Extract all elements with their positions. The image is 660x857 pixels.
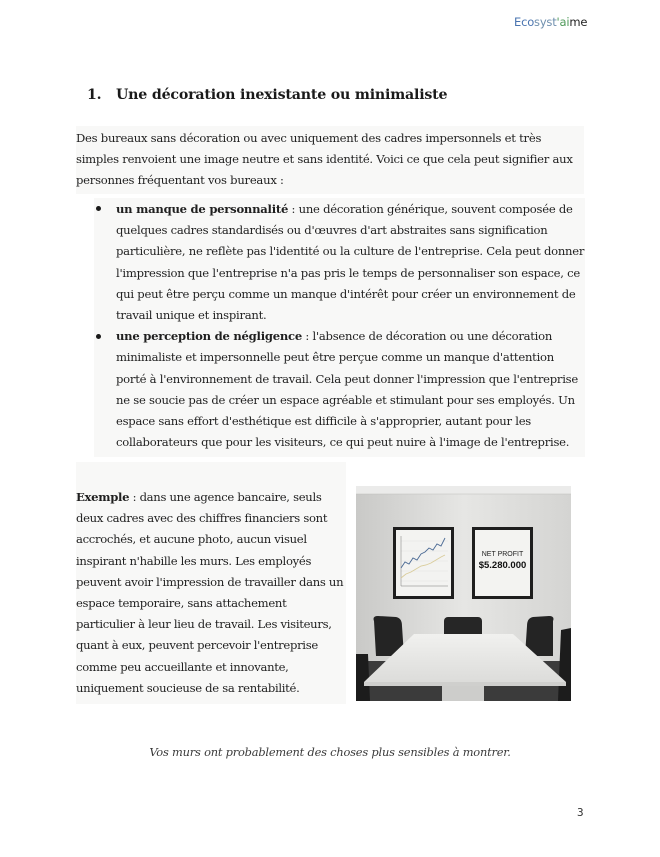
bullet-text: : une décoration générique, souvent composée de quelques cadres standardisés ou d'œuvres d'art abstraites sans signification particulière, ne reflète pas l'identité ou la culture de l'entreprise. Cela peut donner l'impression que l'entreprise n'a pas pris le temps de personnaliser son espace, ce qui peut être perçu comme un manque d'intérêt pour créer un environnement de travail unique et inspirant.	[116, 202, 585, 323]
frame-title: NET PROFIT	[481, 551, 524, 558]
bullet-term: un manque de personnalité	[116, 202, 289, 216]
page-number: 3	[577, 806, 584, 819]
frame-value: $5.280.000	[478, 560, 527, 571]
bullet-list	[94, 198, 585, 457]
list-item	[94, 326, 585, 453]
bullet-term: une perception de négligence	[116, 329, 302, 344]
list-item	[94, 198, 585, 326]
logo-part: me	[569, 15, 588, 29]
meeting-room-illustration	[356, 486, 571, 701]
bullet-icon	[96, 334, 101, 339]
section-heading	[87, 87, 447, 103]
section-number: 1.	[87, 87, 102, 103]
brand-logo	[514, 15, 587, 29]
logo-part: Eco	[514, 15, 535, 29]
example-block	[76, 462, 346, 704]
example-label: Exemple	[76, 490, 130, 504]
intro-paragraph: Des bureaux sans décoration ou avec uniquement des cadres impersonnels et très simples renvoient une image neutre et sans identité. Voici ce que cela peut signifier aux personnes fréquentant vos bureaux :	[76, 126, 584, 194]
bullet-icon	[96, 206, 101, 211]
meeting-room-photo	[356, 486, 571, 701]
logo-part: 'ai	[556, 15, 570, 29]
logo-part: syst	[534, 15, 557, 29]
example-text: : dans une agence bancaire, seuls deux cadres avec des chiffres financiers sont accrochés, et aucune photo, aucun visuel inspirant n'habille les murs. Les employés peuvent avoir l'impression de travailler dans un espace temporaire, sans attachement particulier à leur lieu de travail. Les visiteurs, quant à eux, peuvent percevoir l'entreprise comme peu accueillante et innovante, uniquement soucieuse de sa rentabilité.	[76, 490, 344, 695]
bullet-text: : l'absence de décoration ou une décoration minimaliste et impersonnelle peut être perçue comme un manque d'attention porté à l'environnement de travail. Cela peut donner l'impression que l'entreprise ne se soucie pas de créer un espace agréable et stimulant pour ses employés. Un espace sans effort d'esthétique est difficile à s'approprier, autant pour les collaborateurs que pour les visiteurs, ce qui peut nuire à l'image de l'entreprise.	[116, 329, 578, 450]
caption: Vos murs ont probablement des choses plus sensibles à montrer.	[149, 745, 511, 759]
section-title: Une décoration inexistante ou minimaliste	[116, 87, 448, 103]
